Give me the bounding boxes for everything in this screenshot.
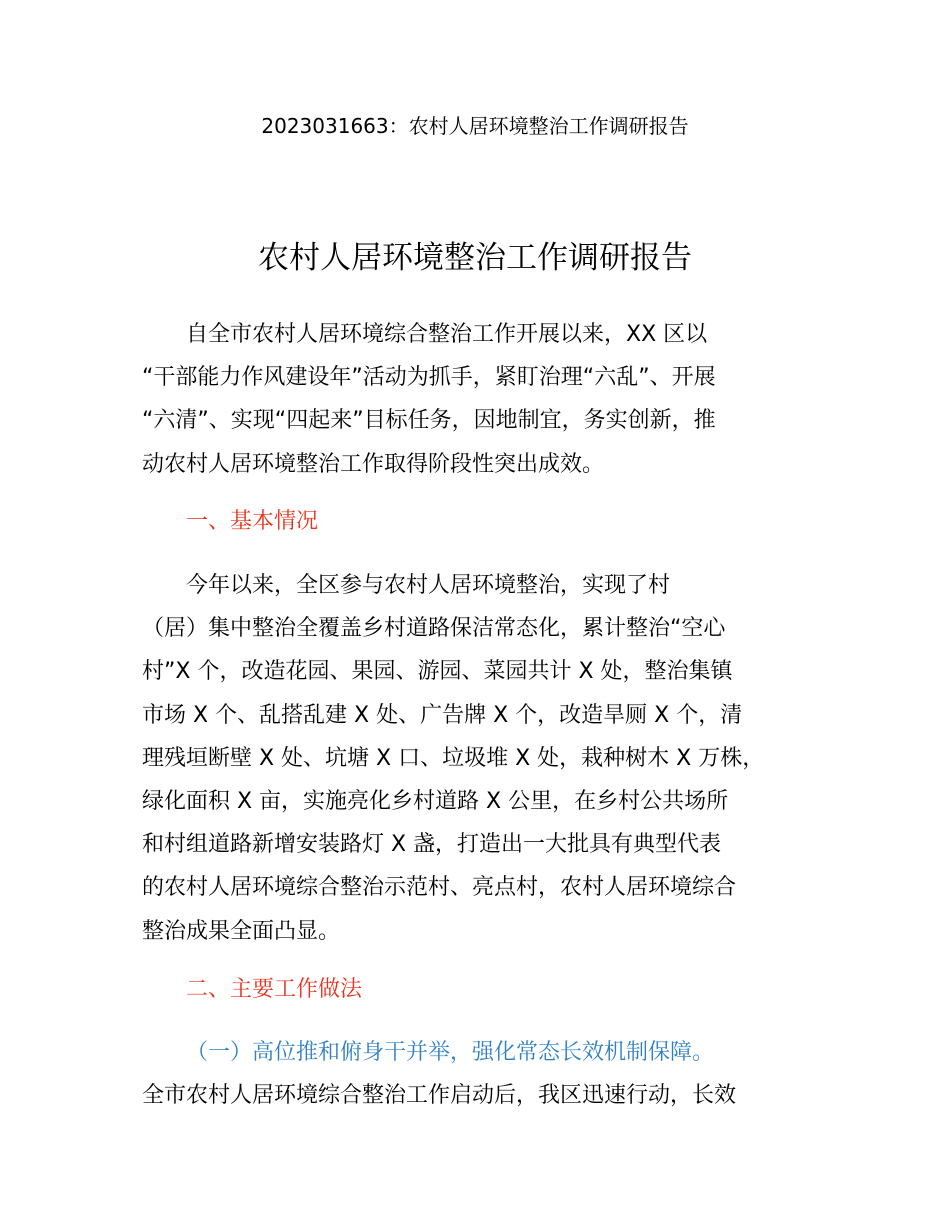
paragraph-line: 整治成果全面凸显。	[142, 918, 341, 944]
paragraph-line: “干部能力作风建设年”活动为抓手，紧盯治理“六乱”、开展	[142, 365, 716, 391]
paragraph-line: 的农村人居环境综合整治示范村、亮点村，农村人居环境综合	[142, 875, 737, 901]
paragraph-line: 动农村人居环境整治工作取得阶段性突出成效。	[142, 451, 605, 477]
subsection-heading: （一）高位推和俯身干并举，强化常态长效机制保障。	[186, 1040, 715, 1065]
paragraph-line: “六清”、实现“四起来”目标任务，因地制宜，务实创新，推	[142, 408, 716, 434]
paragraph-line: 市场 X 个、乱搭乱建 X 处、广告牌 X 个，改造旱厕 X 个，清	[142, 702, 743, 728]
paragraph-line: 自全市农村人居环境综合整治工作开展以来，XX 区以	[186, 322, 708, 347]
paragraph-line: 今年以来，全区参与农村人居环境整治，实现了村	[186, 573, 671, 598]
document-title: 农村人居环境整治工作调研报告	[258, 240, 692, 276]
document-header: 2023031663：农村人居环境整治工作调研报告	[261, 114, 689, 138]
paragraph-line: 全市农村人居环境综合整治工作启动后，我区迅速行动，长效	[142, 1083, 737, 1108]
paragraph-line: 绿化面积 X 亩，实施亮化乡村道路 X 公里，在乡村公共场所	[142, 788, 729, 814]
paragraph-line: 和村组道路新增安装路灯 X 盏，打造出一大批具有典型代表	[142, 832, 722, 858]
section-heading-main-practices: 二、主要工作做法	[186, 977, 363, 1002]
main-practices-paragraph	[142, 1074, 822, 1117]
paragraph-line: 村”X 个，改造花园、果园、游园、菜园共计 X 处，整治集镇	[142, 659, 733, 685]
paragraph-line: （居）集中整治全覆盖乡村道路保洁常态化，累计整治“空心	[142, 616, 726, 642]
paragraph-line: 理残垣断壁 X 处、坑塘 X 口、垃圾堆 X 处，栽种树木 X 万株，	[142, 745, 765, 771]
intro-paragraph	[142, 313, 822, 486]
section-heading-basic-situation: 一、基本情况	[186, 509, 319, 534]
basic-situation-paragraph	[142, 564, 822, 953]
